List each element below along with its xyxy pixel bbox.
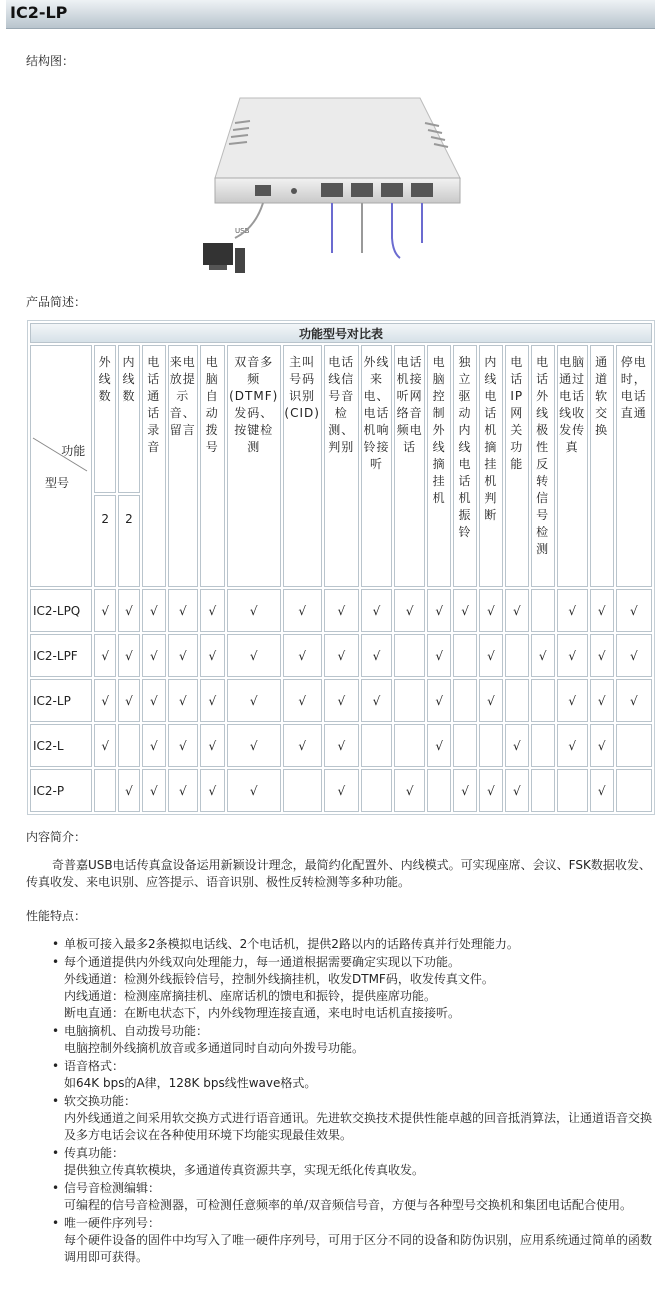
- check-cell: √: [94, 589, 116, 632]
- col-header: 停电时，电话直通: [616, 345, 652, 587]
- check-cell: √: [590, 679, 614, 722]
- table-row: [30, 769, 652, 812]
- corner-function: 功能: [61, 444, 86, 458]
- check-cell: √: [118, 769, 140, 812]
- check-cell: [94, 769, 116, 812]
- check-cell: √: [590, 769, 614, 812]
- check-cell: √: [168, 679, 198, 722]
- col-header: 电话机接听网络音频电话: [394, 345, 425, 587]
- col-header: 来电放提示音、留言: [168, 345, 198, 587]
- model-cell: IC2-LPF: [30, 634, 92, 677]
- feature-title: • 传真功能：: [64, 1146, 125, 1160]
- check-cell: √: [283, 724, 322, 767]
- check-cell: √: [324, 634, 359, 677]
- check-cell: [427, 769, 451, 812]
- col-header: 电脑自动拨号: [200, 345, 225, 587]
- col-header: 内线电话机摘挂机判断: [479, 345, 503, 587]
- check-cell: √: [118, 634, 140, 677]
- check-cell: [505, 679, 529, 722]
- check-cell: √: [200, 724, 225, 767]
- check-cell: [394, 724, 425, 767]
- feature-title: • 单板可接入最多2条模拟电话线、2个电话机，提供2路以内的话路传真并行处理能力。: [64, 937, 519, 951]
- check-cell: √: [616, 679, 652, 722]
- line-count: 2: [118, 495, 140, 587]
- check-cell: √: [479, 679, 503, 722]
- intro-text: 奇普嘉USB电话传真盒设备运用新颖设计理念，最简约化配置外、内线模式。可实现座席、会议、FSK数据收发、传真收发、来电识别、应答提示、语音识别、极性反转检测等多种功能。: [26, 858, 651, 889]
- feature-title: • 每个通道提供内外线双向处理能力，每一通道根据需要确定实现以下功能。: [64, 955, 461, 969]
- check-cell: [453, 724, 477, 767]
- feature-line: 内外线通道之间采用软交换方式进行语音通讯。先进软交换技术提供性能卓越的回音抵消算法，让通道语音交换及多方电话会议在各种使用环境下均能实现最佳效果。: [64, 1111, 653, 1142]
- check-cell: [453, 679, 477, 722]
- check-cell: √: [427, 724, 451, 767]
- check-cell: √: [227, 679, 281, 722]
- col-header: 电话线信号音检测、判别: [324, 345, 359, 587]
- check-cell: √: [394, 769, 425, 812]
- feature-line: 提供独立传真软模块，多通道传真资源共享，实现无纸化传真收发。: [64, 1163, 425, 1177]
- col-header: 电话外线极性反转信号检测: [531, 345, 555, 587]
- intro-label: 内容简介：: [26, 830, 87, 844]
- check-cell: √: [283, 679, 322, 722]
- check-cell: [531, 724, 555, 767]
- col-header: 双音多频(DTMF)发码、按键检测: [227, 345, 281, 587]
- check-cell: √: [505, 589, 529, 632]
- features-list: [48, 936, 658, 1267]
- check-cell: [479, 724, 503, 767]
- table-row: [30, 589, 652, 632]
- feature-line: 电脑控制外线摘机放音或多通道同时自动向外拨号功能。: [64, 1041, 365, 1055]
- col-header: 外线来电、电话机响铃接听: [361, 345, 392, 587]
- table-caption: 功能型号对比表: [30, 323, 652, 343]
- col-header: 电脑控制外线摘挂机: [427, 345, 451, 587]
- feature-title: • 信号音检测编辑：: [64, 1181, 161, 1195]
- feature-item: [48, 1180, 658, 1214]
- feature-title: • 唯一硬件序列号：: [64, 1216, 161, 1230]
- col-header: 电脑通过电话线收发传真: [557, 345, 588, 587]
- table-row: [30, 634, 652, 677]
- device-image: [195, 88, 485, 278]
- feature-line: 如64K bps的A律，128K bps线性wave格式。: [64, 1076, 317, 1090]
- check-cell: √: [453, 769, 477, 812]
- check-cell: √: [118, 679, 140, 722]
- feature-line: 可编程的信号音检测器，可检测任意频率的单/双音频信号音，方便与各种型号交换机和集团电话配合使用。: [64, 1198, 633, 1212]
- corner-model: 型号: [45, 476, 70, 490]
- structure-label: 结构图：: [26, 54, 75, 68]
- check-cell: √: [479, 634, 503, 677]
- col-header: 通道软交换: [590, 345, 614, 587]
- check-cell: √: [168, 634, 198, 677]
- check-cell: √: [427, 589, 451, 632]
- check-cell: [394, 634, 425, 677]
- feature-title: • 软交换功能：: [64, 1094, 137, 1108]
- feature-title: • 电脑摘机、自动拨号功能：: [64, 1024, 209, 1038]
- check-cell: √: [94, 679, 116, 722]
- col-header: 电话通话录音: [142, 345, 166, 587]
- model-cell: IC2-L: [30, 724, 92, 767]
- check-cell: √: [479, 769, 503, 812]
- check-cell: [616, 769, 652, 812]
- corner-diagonal: [31, 346, 89, 586]
- check-cell: √: [361, 634, 392, 677]
- check-cell: √: [283, 589, 322, 632]
- model-cell: IC2-P: [30, 769, 92, 812]
- title-bar: [6, 0, 655, 29]
- check-cell: √: [505, 724, 529, 767]
- check-cell: √: [394, 589, 425, 632]
- check-cell: [453, 634, 477, 677]
- check-cell: √: [118, 589, 140, 632]
- check-cell: √: [324, 589, 359, 632]
- feature-item: [48, 954, 658, 1022]
- check-cell: √: [590, 724, 614, 767]
- check-cell: √: [200, 634, 225, 677]
- line-count: 2: [94, 495, 116, 587]
- col-header: 主叫号码识别(CID): [283, 345, 322, 587]
- feature-item: [48, 1058, 658, 1092]
- feature-line: 断电直通：在断电状态下，内外线物理连接直通，来电时电话机直接接听。: [64, 1006, 461, 1020]
- feature-item: [48, 1093, 658, 1144]
- check-cell: √: [616, 589, 652, 632]
- check-cell: √: [453, 589, 477, 632]
- check-cell: √: [557, 724, 588, 767]
- check-cell: [394, 679, 425, 722]
- check-cell: √: [531, 634, 555, 677]
- check-cell: √: [142, 724, 166, 767]
- check-cell: √: [227, 769, 281, 812]
- check-cell: √: [427, 679, 451, 722]
- usb-label: USB: [235, 227, 250, 235]
- check-cell: √: [427, 634, 451, 677]
- check-cell: √: [590, 589, 614, 632]
- check-cell: √: [324, 724, 359, 767]
- check-cell: [616, 724, 652, 767]
- check-cell: √: [227, 724, 281, 767]
- feature-item: [48, 936, 658, 953]
- check-cell: [531, 769, 555, 812]
- check-cell: [118, 724, 140, 767]
- check-cell: [361, 724, 392, 767]
- features-label: 性能特点：: [26, 909, 87, 923]
- check-cell: √: [142, 589, 166, 632]
- table-row: [30, 724, 652, 767]
- page-title: IC2-LP: [10, 3, 68, 22]
- product-label: 产品简述：: [26, 295, 87, 309]
- comparison-table: [27, 320, 655, 815]
- check-cell: √: [479, 589, 503, 632]
- check-cell: √: [557, 589, 588, 632]
- check-cell: [283, 769, 322, 812]
- feature-item: [48, 1215, 658, 1266]
- check-cell: √: [168, 589, 198, 632]
- check-cell: √: [590, 634, 614, 677]
- model-cell: IC2-LPQ: [30, 589, 92, 632]
- check-cell: √: [200, 769, 225, 812]
- check-cell: √: [227, 589, 281, 632]
- feature-item: [48, 1023, 658, 1057]
- check-cell: √: [616, 634, 652, 677]
- col-header: 内线数: [118, 345, 140, 493]
- header-corner: [30, 345, 92, 587]
- check-cell: [557, 769, 588, 812]
- check-cell: √: [361, 679, 392, 722]
- check-cell: √: [557, 634, 588, 677]
- check-cell: √: [168, 769, 198, 812]
- check-cell: √: [142, 679, 166, 722]
- table-row: [30, 679, 652, 722]
- check-cell: √: [283, 634, 322, 677]
- feature-item: [48, 1145, 658, 1179]
- check-cell: [361, 769, 392, 812]
- check-cell: √: [324, 769, 359, 812]
- check-cell: √: [227, 634, 281, 677]
- col-header: 电话IP网关功能: [505, 345, 529, 587]
- check-cell: √: [200, 679, 225, 722]
- check-cell: √: [361, 589, 392, 632]
- check-cell: [505, 634, 529, 677]
- check-cell: √: [142, 634, 166, 677]
- feature-line: 外线通道：检测外线振铃信号，控制外线摘挂机，收发DTMF码，收发传真文件。: [64, 972, 494, 986]
- col-header: 外线数: [94, 345, 116, 493]
- check-cell: √: [142, 769, 166, 812]
- model-cell: IC2-LP: [30, 679, 92, 722]
- feature-line: 每个硬件设备的固件中均写入了唯一硬件序列号，可用于区分不同的设备和防伪识别，应用系统通过简单的函数调用即可获得。: [64, 1233, 653, 1264]
- check-cell: √: [200, 589, 225, 632]
- check-cell: √: [168, 724, 198, 767]
- check-cell: [531, 589, 555, 632]
- check-cell: √: [557, 679, 588, 722]
- feature-title: • 语音格式：: [64, 1059, 125, 1073]
- check-cell: [531, 679, 555, 722]
- check-cell: √: [94, 634, 116, 677]
- check-cell: √: [324, 679, 359, 722]
- feature-line: 内线通道：检测座席摘挂机、座席话机的馈电和振铃，提供座席功能。: [64, 989, 437, 1003]
- check-cell: √: [505, 769, 529, 812]
- col-header: 独立驱动内线电话机振铃: [453, 345, 477, 587]
- check-cell: √: [94, 724, 116, 767]
